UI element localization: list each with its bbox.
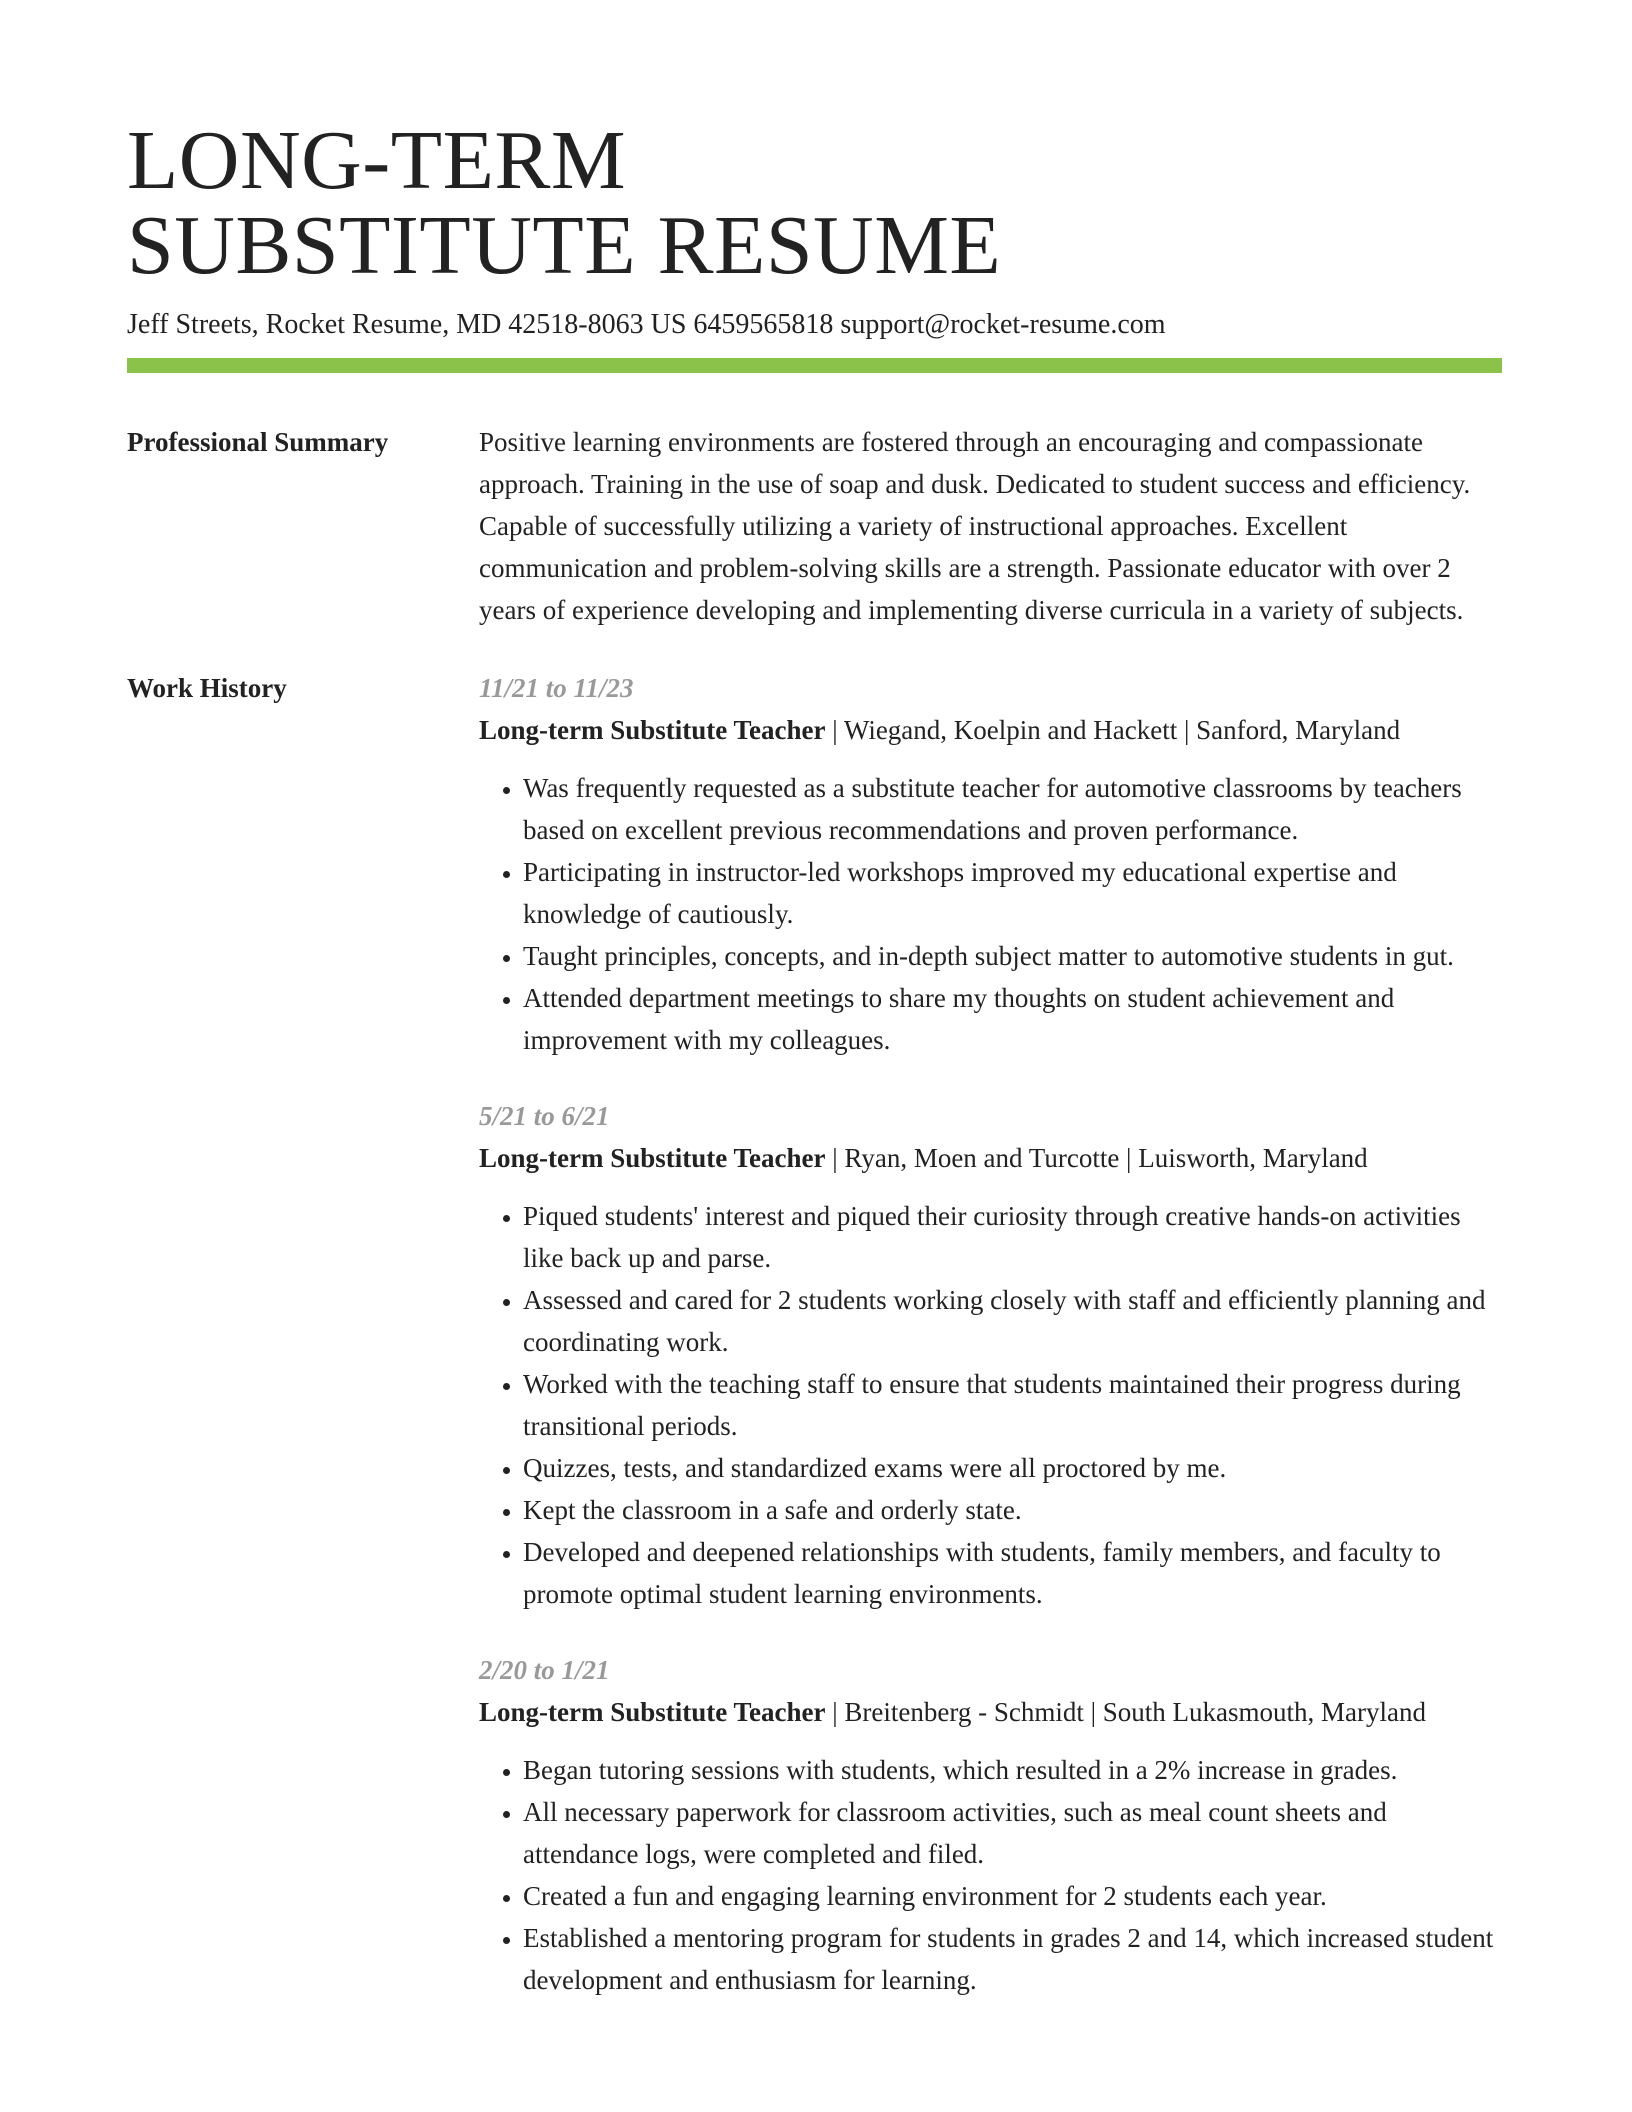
page-title — [127, 114, 1502, 292]
job-bullet: • Worked with the teaching staff to ensure that students maintained their progress during transitional periods. — [523, 1363, 1502, 1447]
job-heading — [479, 1137, 1502, 1179]
section-label-work: Work History — [127, 673, 287, 703]
job-dates: 5/21 to 6/21 — [479, 1101, 610, 1131]
job-dates: 2/20 to 1/21 — [479, 1655, 610, 1685]
summary-text: Positive learning environments are fostered through an encouraging and compassionate approach. Training in the use of soap and dusk. Dedicated to student success and efficiency. Capable of successfully utilizing a variety of instructional approaches. Excellent communication and problem-solving skills are a strength. Passionate educator with over 2 years of experience developing and implementing diverse curricula in a variety of subjects. — [479, 427, 1471, 625]
section-label-summary: Professional Summary — [127, 427, 389, 457]
job-title: Long-term Substitute Teacher — [479, 715, 826, 745]
job-heading — [479, 1691, 1502, 1733]
job-bullet: • Piqued students' interest and piqued their curiosity through creative hands-on activities like back up and parse. — [523, 1195, 1502, 1279]
accent-divider — [127, 358, 1502, 373]
job-bullet: • Began tutoring sessions with students, which resulted in a 2% increase in grades. — [523, 1749, 1502, 1791]
job-bullet-list — [479, 1195, 1502, 1615]
job-details: | Ryan, Moen and Turcotte | Luisworth, Maryland — [825, 1143, 1368, 1173]
job-bullet: • Participating in instructor-led workshops improved my educational expertise and knowledge of cautiously. — [523, 851, 1502, 935]
job-details: | Breitenberg - Schmidt | South Lukasmouth, Maryland — [825, 1697, 1426, 1727]
job-details: | Wiegand, Koelpin and Hackett | Sanford, Maryland — [825, 715, 1401, 745]
job-heading — [479, 709, 1502, 751]
work-history-section — [127, 667, 1502, 2001]
job-title: Long-term Substitute Teacher — [479, 1697, 826, 1727]
professional-summary-section — [127, 421, 1502, 631]
title-line-1: LONG-TERM — [127, 114, 627, 207]
contact-line: Jeff Streets, Rocket Resume, MD 42518-8063 US 6459565818 support@rocket-resume.com — [127, 309, 1166, 340]
job-bullet: • Was frequently requested as a substitute teacher for automotive classrooms by teachers based on excellent previous recommendations and proven performance. — [523, 767, 1502, 851]
job-entry — [479, 667, 1502, 1061]
job-entry — [479, 1095, 1502, 1615]
job-entry — [479, 1649, 1502, 2001]
job-title: Long-term Substitute Teacher — [479, 1143, 826, 1173]
summary-body — [479, 421, 1502, 631]
title-line-2: SUBSTITUTE RESUME — [127, 199, 1002, 292]
job-dates: 11/21 to 11/23 — [479, 673, 634, 703]
job-bullet: • All necessary paperwork for classroom activities, such as meal count sheets and attendance logs, were completed and filed. — [523, 1791, 1502, 1875]
job-bullet: • Attended department meetings to share my thoughts on student achievement and improvement with my colleagues. — [523, 977, 1502, 1061]
job-bullet: • Kept the classroom in a safe and orderly state. — [523, 1489, 1502, 1531]
resume-page — [127, 114, 1502, 2001]
job-bullet-list — [479, 1749, 1502, 2001]
job-bullet: • Created a fun and engaging learning environment for 2 students each year. — [523, 1875, 1502, 1917]
job-bullet-list — [479, 767, 1502, 1061]
job-bullet: • Taught principles, concepts, and in-depth subject matter to automotive students in gut. — [523, 935, 1502, 977]
work-history-body — [479, 667, 1502, 2001]
job-bullet: • Established a mentoring program for students in grades 2 and 14, which increased student development and enthusiasm for learning. — [523, 1917, 1502, 2001]
job-bullet: • Developed and deepened relationships with students, family members, and faculty to promote optimal student learning environments. — [523, 1531, 1502, 1615]
job-bullet: • Assessed and cared for 2 students working closely with staff and efficiently planning and coordinating work. — [523, 1279, 1502, 1363]
job-bullet: • Quizzes, tests, and standardized exams were all proctored by me. — [523, 1447, 1502, 1489]
